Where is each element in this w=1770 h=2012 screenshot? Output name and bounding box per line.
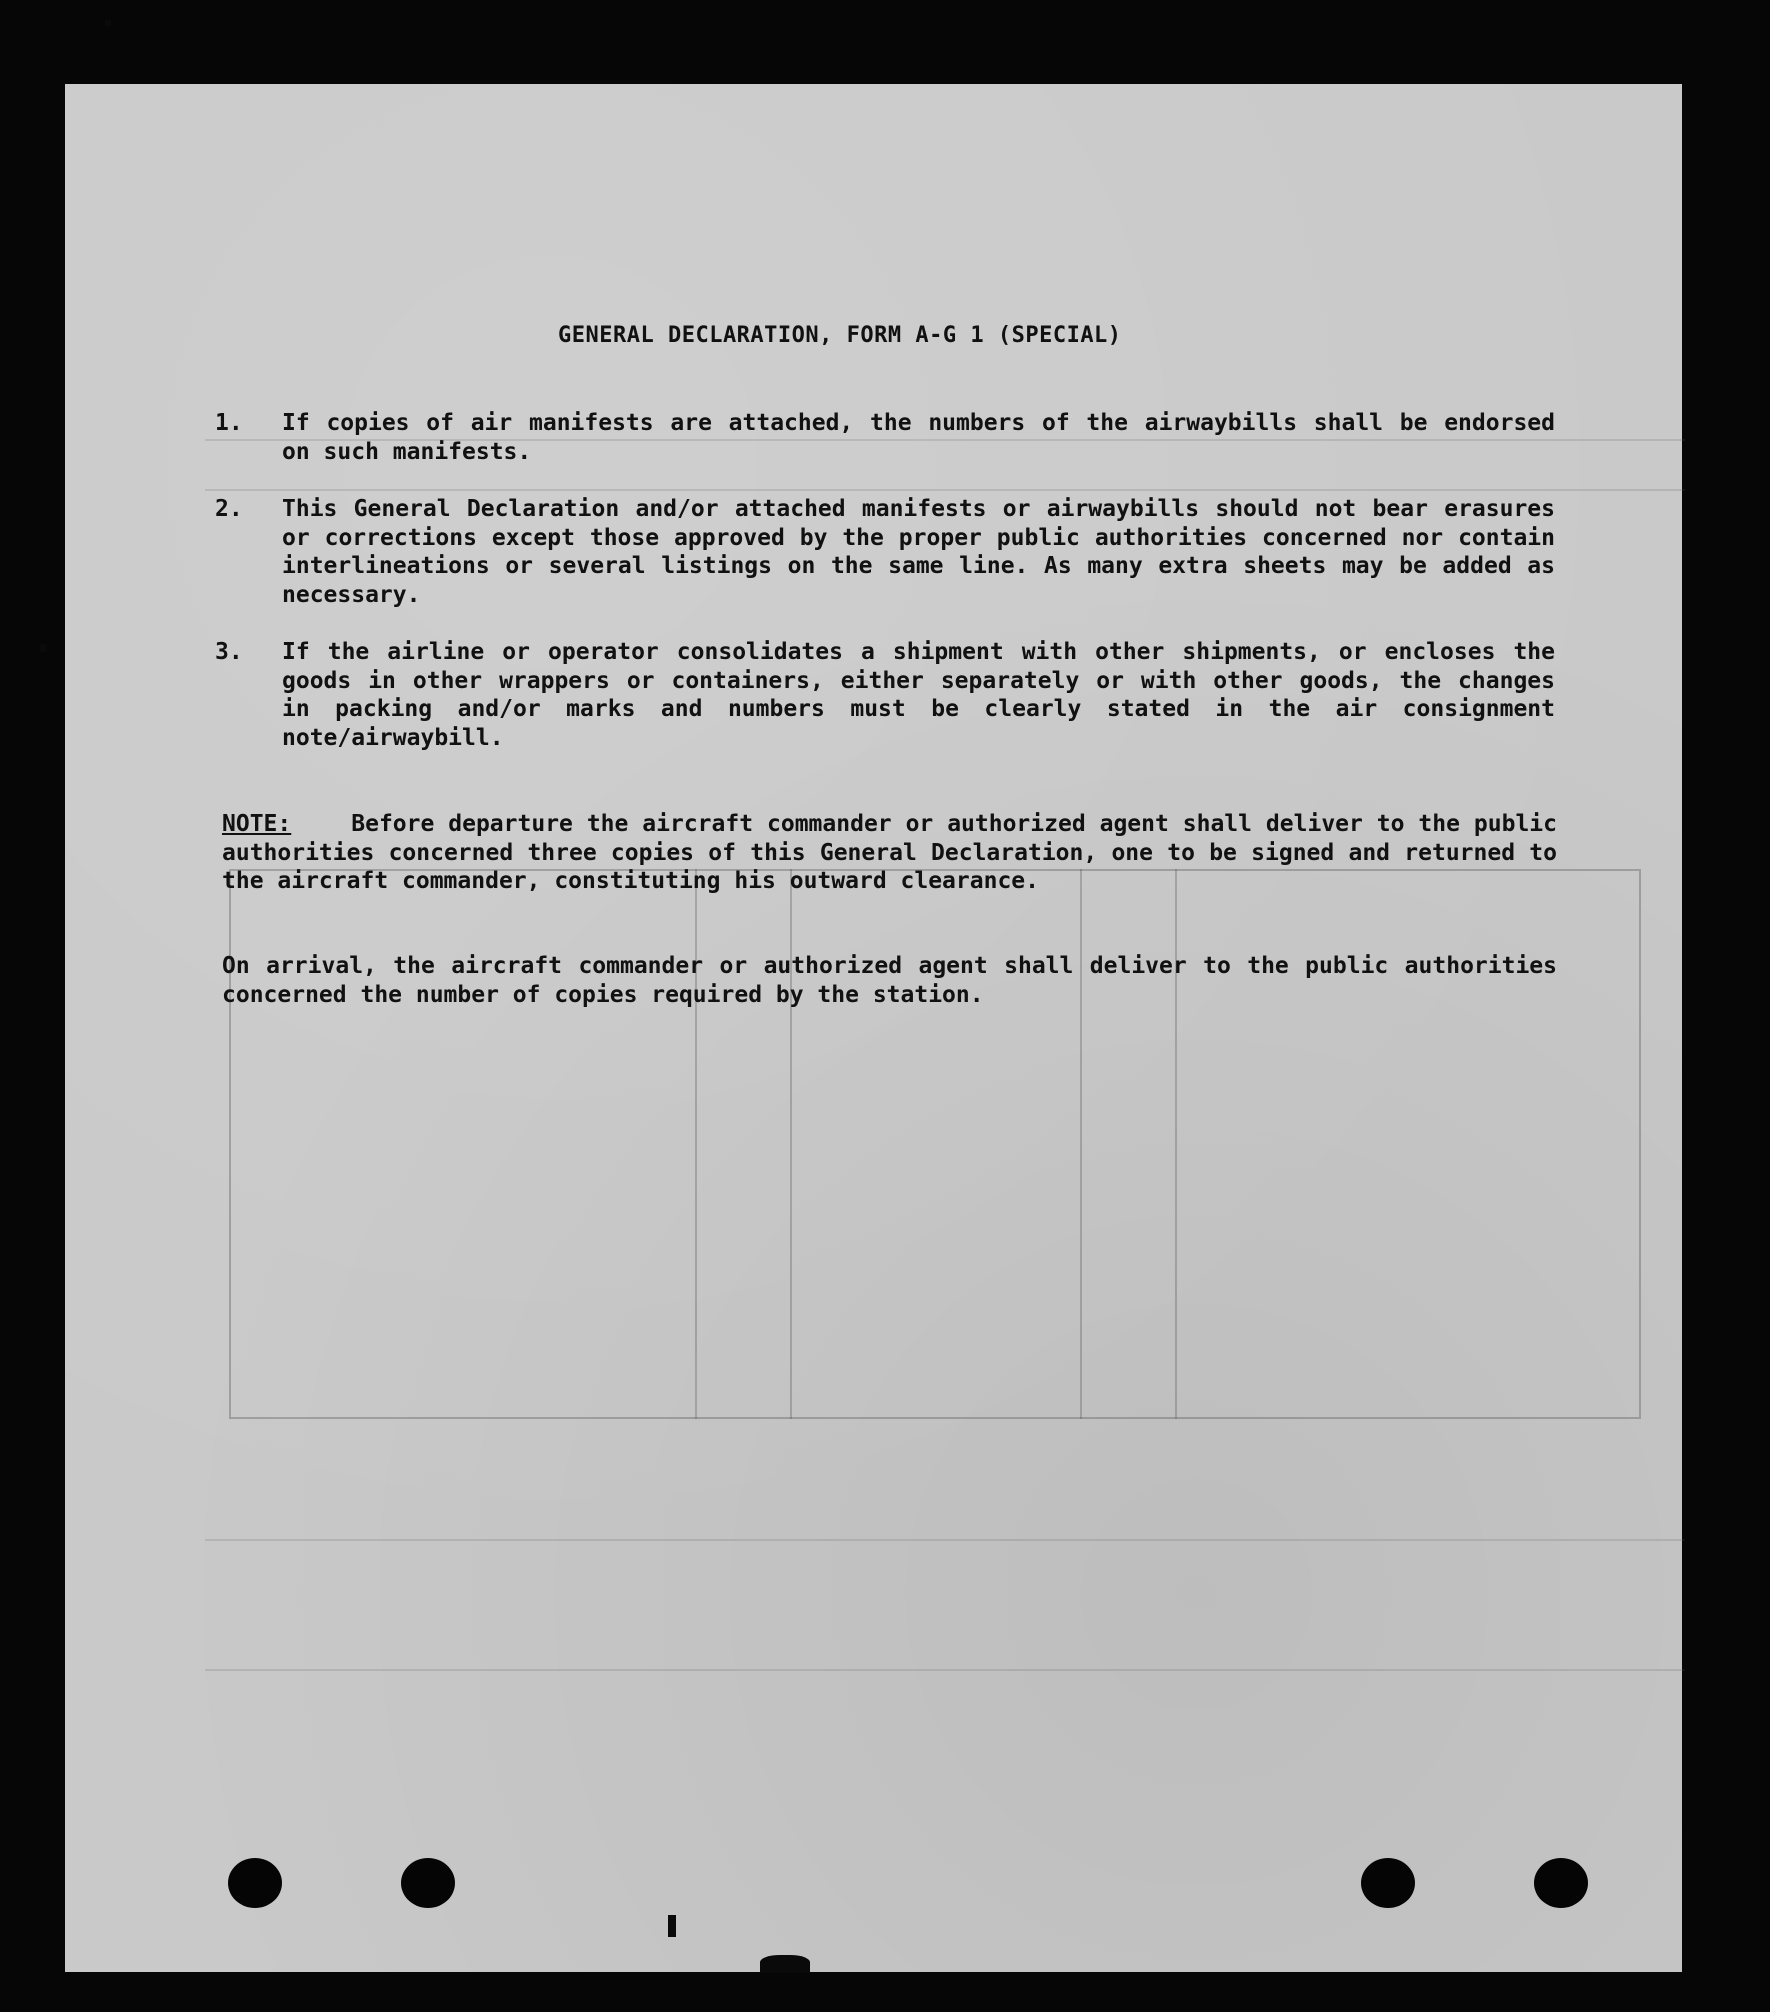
arrival-paragraph: On arrival, the aircraft commander or authorized agent shall deliver to the public authorities concerned the number of copies required by the station. <box>222 953 1557 1008</box>
instruction-item <box>215 495 1555 609</box>
form-title: GENERAL DECLARATION, FORM A-G 1 (SPECIAL) <box>558 323 1122 348</box>
item-text: If the airline or operator consolidates a shipment with other shipments, or encloses the goods in other wrappers or containers, either separately or with other goods, the changes in packing and/or marks and numbers must be clearly stated in the air consignment note/airwaybill. <box>282 639 1555 751</box>
item-number: 2. <box>215 496 243 522</box>
item-number: 1. <box>215 410 243 436</box>
note-text: Before departure the aircraft commander or authorized agent shall deliver to the public authorities concerned three copies of this General Declaration, one to be signed and returned to the aircraft commander, constituting his outward clearance. <box>222 811 1557 894</box>
item-text: If copies of air manifests are attached, the numbers of the airwaybills shall be endorsed on such manifests. <box>282 410 1555 465</box>
instruction-item <box>215 409 1555 466</box>
item-number: 3. <box>215 639 243 665</box>
instruction-item <box>215 638 1555 752</box>
note-paragraph <box>222 810 1557 896</box>
item-text: This General Declaration and/or attached manifests or airwaybills should not bear erasures or corrections except those approved by the proper public authorities concerned nor contain interlineations or several listings on the same line. As many extra sheets may be added as necessary. <box>282 496 1555 608</box>
note-label: NOTE: <box>222 811 292 837</box>
